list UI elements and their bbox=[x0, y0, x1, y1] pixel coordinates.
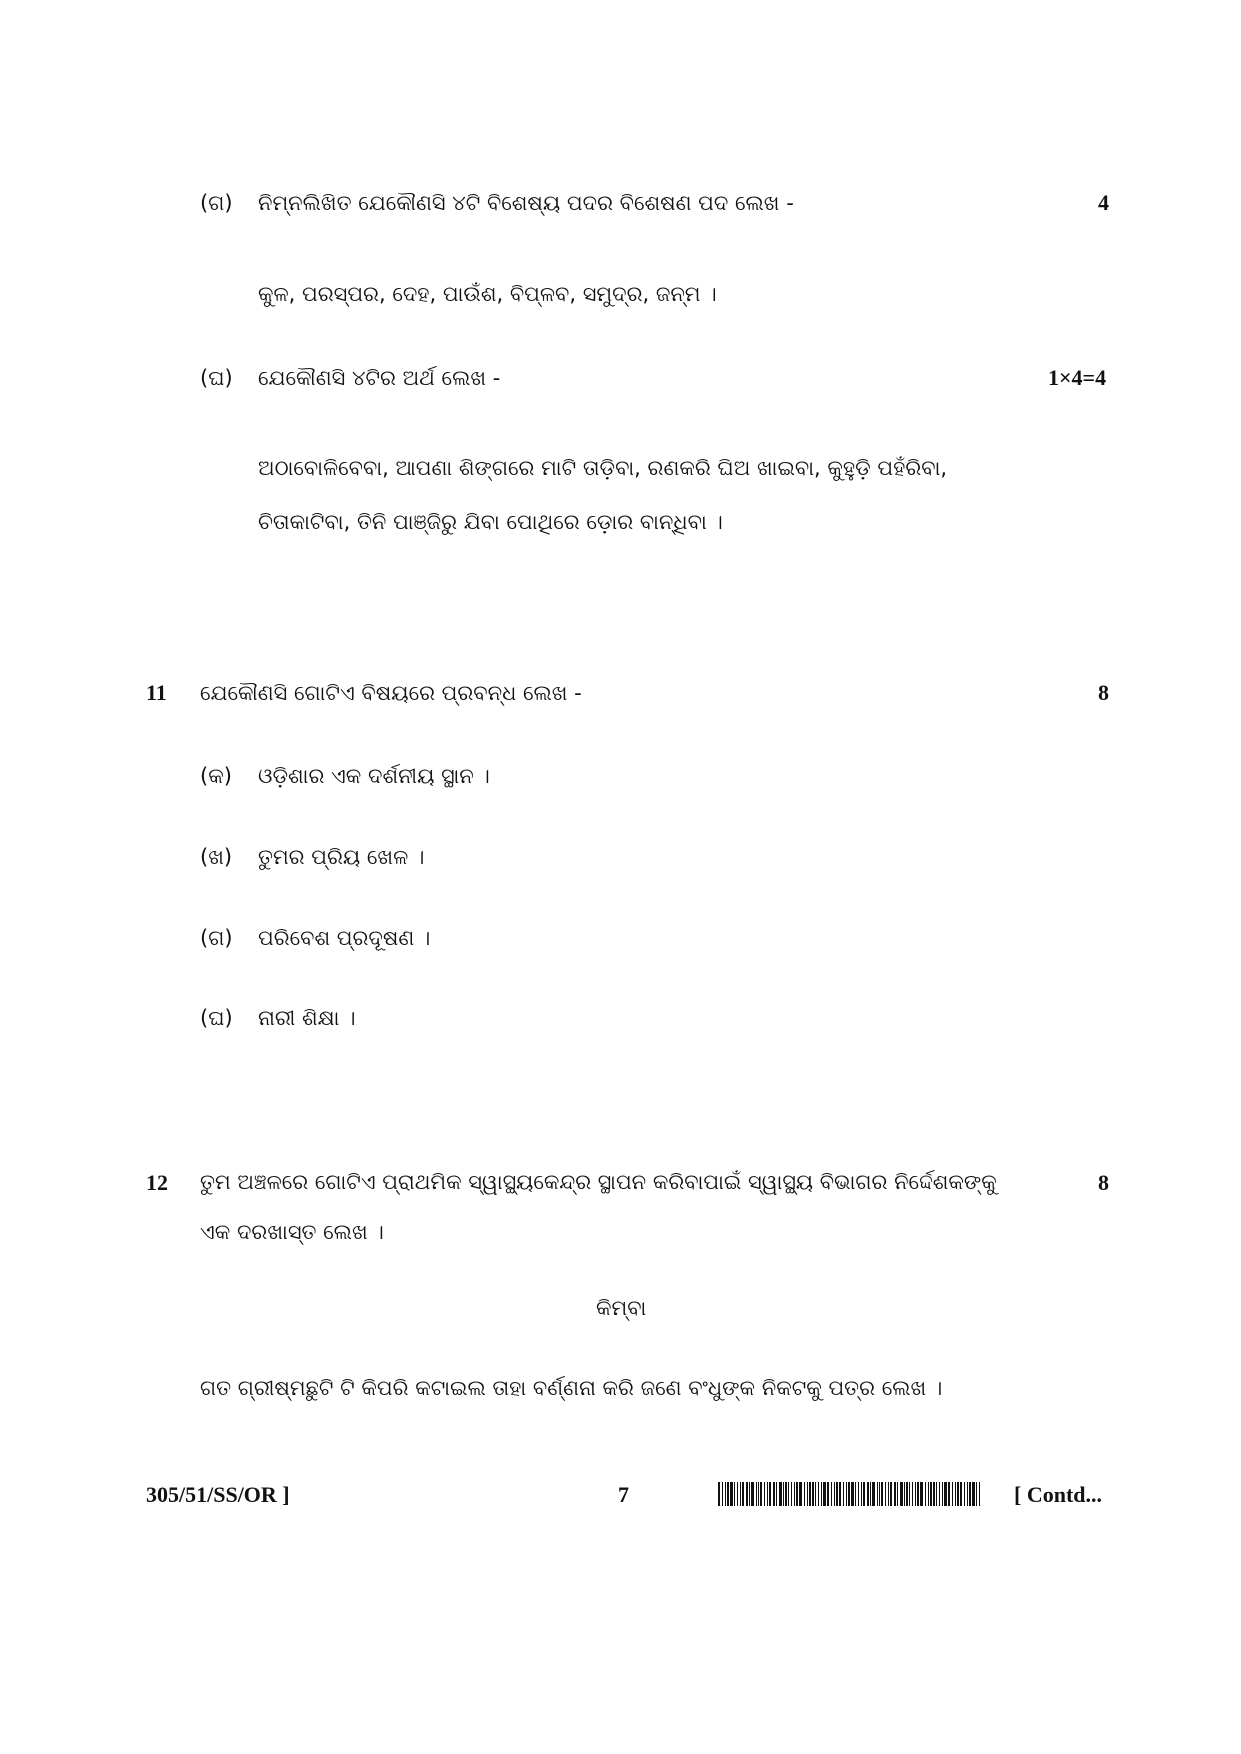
q11-marks: 8 bbox=[1098, 680, 1109, 705]
barcode-bar bbox=[751, 1482, 754, 1506]
barcode-bar bbox=[920, 1482, 923, 1506]
barcode-bar bbox=[783, 1482, 784, 1506]
barcode-bar bbox=[879, 1482, 880, 1506]
barcode-bar bbox=[936, 1482, 937, 1506]
q10-gha-idioms-line2: ଚିତାକାଟିବା, ତିନି ପାଞ୍ଜିରୁ ଯିବା ପୋଥିରେ ଡ଼ୋର ବାନ୍ଧିବା । bbox=[258, 510, 723, 534]
q11-option-ka-label: (କ) bbox=[200, 764, 232, 788]
q10-ga-question: ନିମ୍ନଲିଖିତ ଯେକୌଣସି ୪ଟି ବିଶେଷ୍ୟ ପଦର ବିଶେଷଣ ପଦ ଲେଖ - bbox=[258, 191, 794, 215]
barcode-bar bbox=[730, 1482, 733, 1506]
barcode-bar bbox=[827, 1482, 829, 1506]
barcode-bar bbox=[839, 1482, 841, 1506]
barcode-bar bbox=[758, 1482, 759, 1506]
barcode-bar bbox=[964, 1482, 965, 1506]
barcode-bar bbox=[863, 1482, 865, 1506]
barcode-bar bbox=[796, 1482, 798, 1506]
barcode-bar bbox=[877, 1482, 878, 1506]
barcode-bar bbox=[843, 1482, 844, 1506]
barcode-bar bbox=[769, 1482, 771, 1506]
barcode-bar bbox=[969, 1482, 971, 1506]
barcode-bar bbox=[773, 1482, 775, 1506]
barcode-bar bbox=[952, 1482, 953, 1506]
barcode-bar bbox=[848, 1482, 850, 1506]
q10-gha-idioms-line1: ଅଠାବୋଳିବେବା, ଆପଣା ଶିଙ୍ଗରେ ମାଟି ତାଡ଼ିବା, ରଣକରି ଘିଅ ଖାଇବା, କୁହୁଡ଼ି ପହଁରିବା, bbox=[258, 456, 948, 480]
barcode-bar bbox=[955, 1482, 956, 1506]
barcode-bar bbox=[939, 1482, 940, 1506]
barcode-bar bbox=[734, 1482, 735, 1506]
barcode-bar bbox=[855, 1482, 856, 1506]
q12-number: 12 bbox=[146, 1170, 168, 1195]
q10-gha-question: ଯେକୌଣସି ୪ଟିର ଅର୍ଥ ଲେଖ - bbox=[258, 366, 501, 390]
barcode-bar bbox=[872, 1482, 875, 1506]
barcode-bar bbox=[915, 1482, 916, 1506]
barcode-bar bbox=[821, 1482, 822, 1506]
barcode-bar bbox=[930, 1482, 932, 1506]
barcode-bar bbox=[846, 1482, 847, 1506]
barcode-bar bbox=[967, 1482, 968, 1506]
barcode-bar bbox=[900, 1482, 903, 1506]
barcode-bar bbox=[933, 1482, 935, 1506]
q10-ga-words: କୁଳ, ପରସ୍ପର, ଦେହ, ପାଉଁଶ, ବିପ୍ଳବ, ସମୁଦ୍ର, ଜନ୍ମ । bbox=[258, 282, 717, 306]
q11-question: ଯେକୌଣସି ଗୋଟିଏ ବିଷୟରେ ପ୍ରବନ୍ଧ ଲେଖ - bbox=[200, 681, 582, 705]
barcode-bar bbox=[897, 1482, 898, 1506]
barcode-bar bbox=[794, 1482, 795, 1506]
barcode-bar bbox=[928, 1482, 929, 1506]
barcode-bar bbox=[888, 1482, 889, 1506]
barcode-bar bbox=[725, 1482, 726, 1506]
barcode bbox=[718, 1482, 984, 1506]
barcode-bar bbox=[881, 1482, 883, 1506]
barcode-bar bbox=[979, 1482, 980, 1506]
barcode-bar bbox=[818, 1482, 819, 1506]
barcode-bar bbox=[851, 1482, 854, 1506]
q11-number: 11 bbox=[146, 680, 167, 705]
q10-ga-label: (ଗ) bbox=[200, 191, 233, 215]
q10-gha-label: (ଘ) bbox=[200, 366, 233, 390]
barcode-bar bbox=[894, 1482, 896, 1506]
barcode-bar bbox=[776, 1482, 777, 1506]
barcode-bar bbox=[870, 1482, 871, 1506]
barcode-bar bbox=[858, 1482, 859, 1506]
q11-option-kha-label: (ଖ) bbox=[200, 845, 233, 869]
barcode-bar bbox=[740, 1482, 741, 1506]
page-number: 7 bbox=[618, 1482, 629, 1507]
barcode-bar bbox=[912, 1482, 913, 1506]
q11-option-kha-text: ତୁମର ପ୍ରିୟ ଖେଳ । bbox=[258, 845, 425, 869]
barcode-bar bbox=[737, 1482, 738, 1506]
paper-code: 305/51/SS/OR ] bbox=[146, 1482, 290, 1507]
barcode-bar bbox=[788, 1482, 789, 1506]
barcode-bar bbox=[785, 1482, 787, 1506]
barcode-bar bbox=[834, 1482, 835, 1506]
q11-option-ka-text: ଓଡ଼ିଶାର ଏକ ଦର୍ଶନୀୟ ସ୍ଥାନ । bbox=[258, 764, 490, 788]
barcode-bar bbox=[764, 1482, 765, 1506]
q12-or-separator: କିମ୍ବା bbox=[596, 1296, 647, 1320]
barcode-bar bbox=[831, 1482, 832, 1506]
barcode-bar bbox=[746, 1482, 748, 1506]
barcode-bar bbox=[756, 1482, 757, 1506]
q11-option-gha-text: ନାରୀ ଶିକ୍ଷା । bbox=[258, 1006, 356, 1030]
q12-alternative-question: ଗତ ଗ୍ରୀଷ୍ମଛୁଟି ଟି କିପରି କଟାଇଲ ତାହା ବର୍ଣ୍ଣନା କରି ଜଣେ ବଂଧୁଙ୍କ ନିକଟକୁ ପତ୍ର ଲେଖ । bbox=[200, 1376, 943, 1400]
barcode-bar bbox=[722, 1482, 723, 1506]
q12-question-line1: ତୁମ ଅଞ୍ଚଳରେ ଗୋଟିଏ ପ୍ରାଥମିକ ସ୍ୱାସ୍ଥ୍ୟକେନ୍ଦ୍ର ସ୍ଥାପନ କରିବାପାଇଁ ସ୍ୱାସ୍ଥ୍ୟ ବିଭାଗର ନିର୍ଦ୍ଦେଶକଙ୍କୁ bbox=[200, 1170, 997, 1194]
barcode-bar bbox=[890, 1482, 892, 1506]
barcode-bar bbox=[917, 1482, 919, 1506]
barcode-bar bbox=[942, 1482, 943, 1506]
q11-option-ga-text: ପରିବେଶ ପ୍ରଦୂଷଣ । bbox=[258, 926, 431, 950]
barcode-bar bbox=[809, 1482, 811, 1506]
barcode-bar bbox=[836, 1482, 838, 1506]
barcode-bar bbox=[909, 1482, 910, 1506]
barcode-bar bbox=[812, 1482, 814, 1506]
barcode-bar bbox=[925, 1482, 926, 1506]
barcode-bar bbox=[807, 1482, 808, 1506]
q11-option-ga-label: (ଗ) bbox=[200, 926, 233, 950]
barcode-bar bbox=[944, 1482, 947, 1506]
barcode-bar bbox=[799, 1482, 802, 1506]
barcode-bar bbox=[885, 1482, 886, 1506]
barcode-bar bbox=[972, 1482, 975, 1506]
barcode-bar bbox=[749, 1482, 750, 1506]
q10-gha-marks: 1×4=4 bbox=[1048, 365, 1107, 390]
q10-ga-marks: 4 bbox=[1098, 190, 1109, 215]
barcode-bar bbox=[957, 1482, 959, 1506]
q12-question-line2: ଏକ ଦରଖାସ୍ତ ଲେଖ । bbox=[200, 1220, 384, 1244]
contd-label: [ Contd... bbox=[1014, 1482, 1103, 1507]
barcode-bar bbox=[976, 1482, 977, 1506]
barcode-bar bbox=[767, 1482, 768, 1506]
barcode-bar bbox=[760, 1482, 762, 1506]
q11-option-gha-label: (ଘ) bbox=[200, 1006, 233, 1030]
barcode-bar bbox=[742, 1482, 744, 1506]
barcode-bar bbox=[804, 1482, 805, 1506]
barcode-bar bbox=[960, 1482, 962, 1506]
barcode-bar bbox=[948, 1482, 950, 1506]
barcode-bar bbox=[791, 1482, 792, 1506]
barcode-bar bbox=[779, 1482, 782, 1506]
barcode-bar bbox=[815, 1482, 816, 1506]
barcode-bar bbox=[861, 1482, 862, 1506]
barcode-bar bbox=[904, 1482, 905, 1506]
barcode-bar bbox=[906, 1482, 908, 1506]
q12-marks: 8 bbox=[1098, 1170, 1109, 1195]
barcode-bar bbox=[867, 1482, 869, 1506]
barcode-bar bbox=[718, 1482, 720, 1506]
barcode-bar bbox=[727, 1482, 729, 1506]
barcode-bar bbox=[823, 1482, 826, 1506]
